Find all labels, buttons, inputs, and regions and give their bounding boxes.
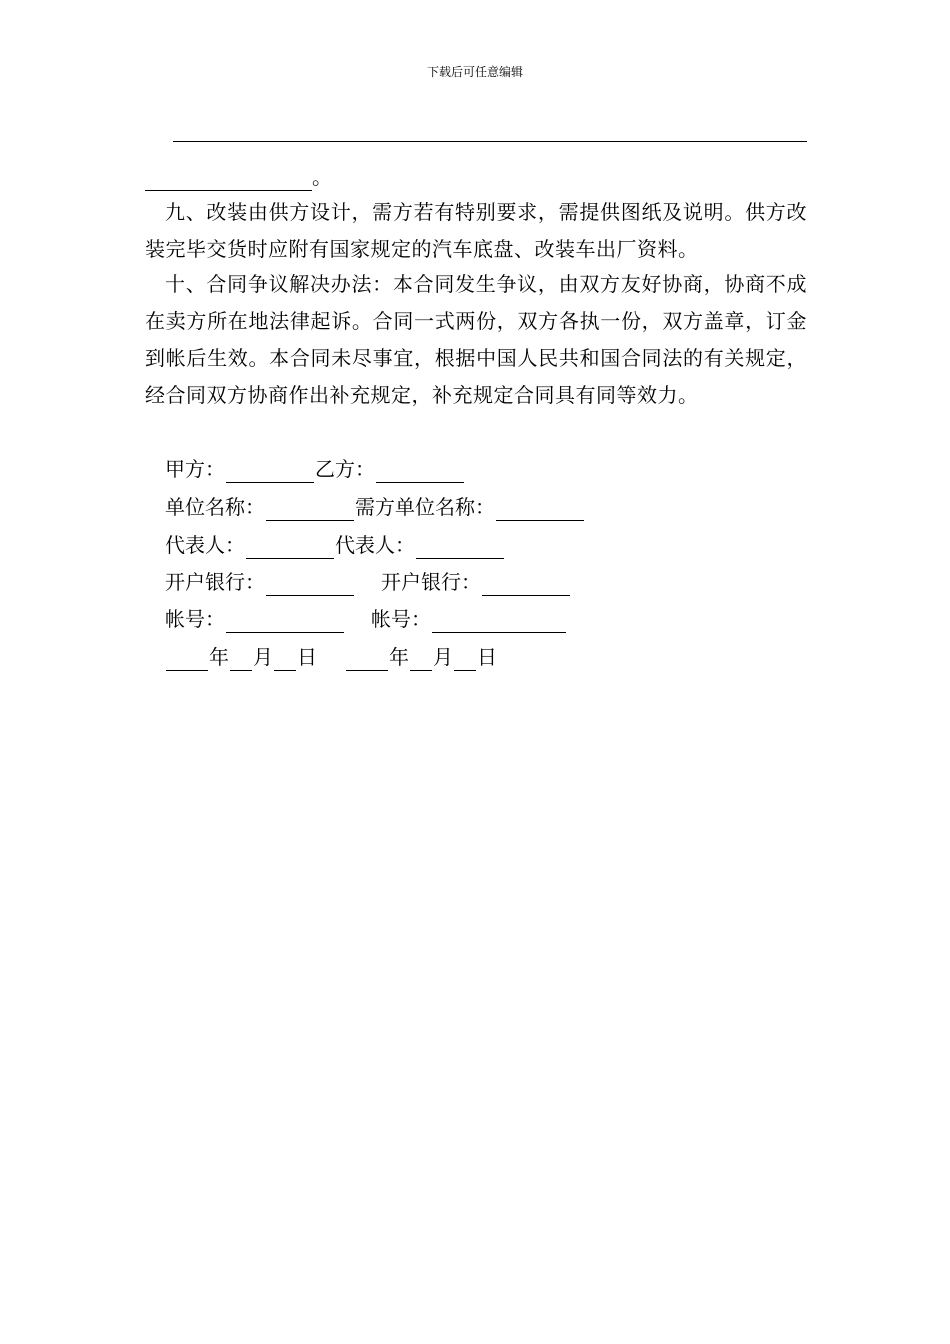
account-a-label: 帐号：: [165, 607, 225, 631]
buyer-unit-name-blank[interactable]: [496, 498, 584, 521]
bank-b-label: 开户银行：: [381, 570, 481, 594]
date-b-month-blank[interactable]: [410, 648, 432, 671]
signature-bank-row: [165, 568, 571, 596]
date-b-year-blank[interactable]: [346, 648, 388, 671]
page-header: 下载后可任意编辑: [426, 65, 523, 79]
date-a-year-label: 年: [209, 645, 229, 669]
party-a-label: 甲方：: [165, 457, 225, 481]
account-a-blank[interactable]: [226, 610, 344, 633]
date-b-month-label: 月: [433, 645, 453, 669]
unit-name-label: 单位名称：: [165, 495, 265, 519]
representative-b-label: 代表人：: [335, 533, 415, 557]
fill-in-blank: [145, 170, 312, 191]
signature-representative-row: [165, 531, 505, 559]
date-a-month-label: 月: [253, 645, 273, 669]
date-b-day-label: 日: [477, 645, 497, 669]
party-b-blank[interactable]: [376, 460, 464, 483]
clause-ten: 十、合同争议解决办法：本合同发生争议，由双方友好协商，协商不成在卖方所在地法律起诉。合同一式两份，双方各执一份，双方盖章，订金到帐后生效。本合同未尽事宜，根据中国人民共和国合同法的有关规定，经合同双方协商作出补充规定，补充规定合同具有同等效力。: [145, 272, 807, 407]
bank-a-label: 开户银行：: [165, 570, 265, 594]
clause-nine: 九、改装由供方设计，需方若有特别要求，需提供图纸及说明。供方改装完毕交货时应附有国家规定的汽车底盘、改装车出厂资料。: [145, 200, 807, 261]
signature-account-row: [165, 605, 567, 633]
date-a-day-label: 日: [297, 645, 317, 669]
unit-name-blank[interactable]: [266, 498, 354, 521]
party-a-blank[interactable]: [226, 460, 314, 483]
bank-b-blank[interactable]: [482, 573, 570, 596]
party-b-label: 乙方：: [315, 457, 375, 481]
line-end-period: 。: [312, 165, 332, 189]
signature-unit-row: [165, 493, 585, 521]
bank-b-group: [381, 568, 571, 596]
fill-in-line-end: [145, 163, 332, 191]
representative-a-blank[interactable]: [246, 536, 334, 559]
account-b-label: 帐号：: [371, 607, 431, 631]
representative-a-label: 代表人：: [165, 533, 245, 557]
signature-party-row: [165, 455, 465, 483]
representative-b-blank[interactable]: [416, 536, 504, 559]
bank-a-blank[interactable]: [266, 573, 354, 596]
fill-in-line: [173, 141, 807, 142]
date-b-year-label: 年: [389, 645, 409, 669]
date-a-day-blank[interactable]: [274, 648, 296, 671]
date-a-month-blank[interactable]: [230, 648, 252, 671]
buyer-unit-name-label: 需方单位名称：: [355, 495, 495, 519]
account-b-blank[interactable]: [432, 610, 566, 633]
date-b-day-blank[interactable]: [454, 648, 476, 671]
date-a-year-blank[interactable]: [166, 648, 208, 671]
date-b-group: [345, 643, 497, 671]
account-b-group: [371, 605, 567, 633]
signature-date-row: [165, 643, 497, 671]
